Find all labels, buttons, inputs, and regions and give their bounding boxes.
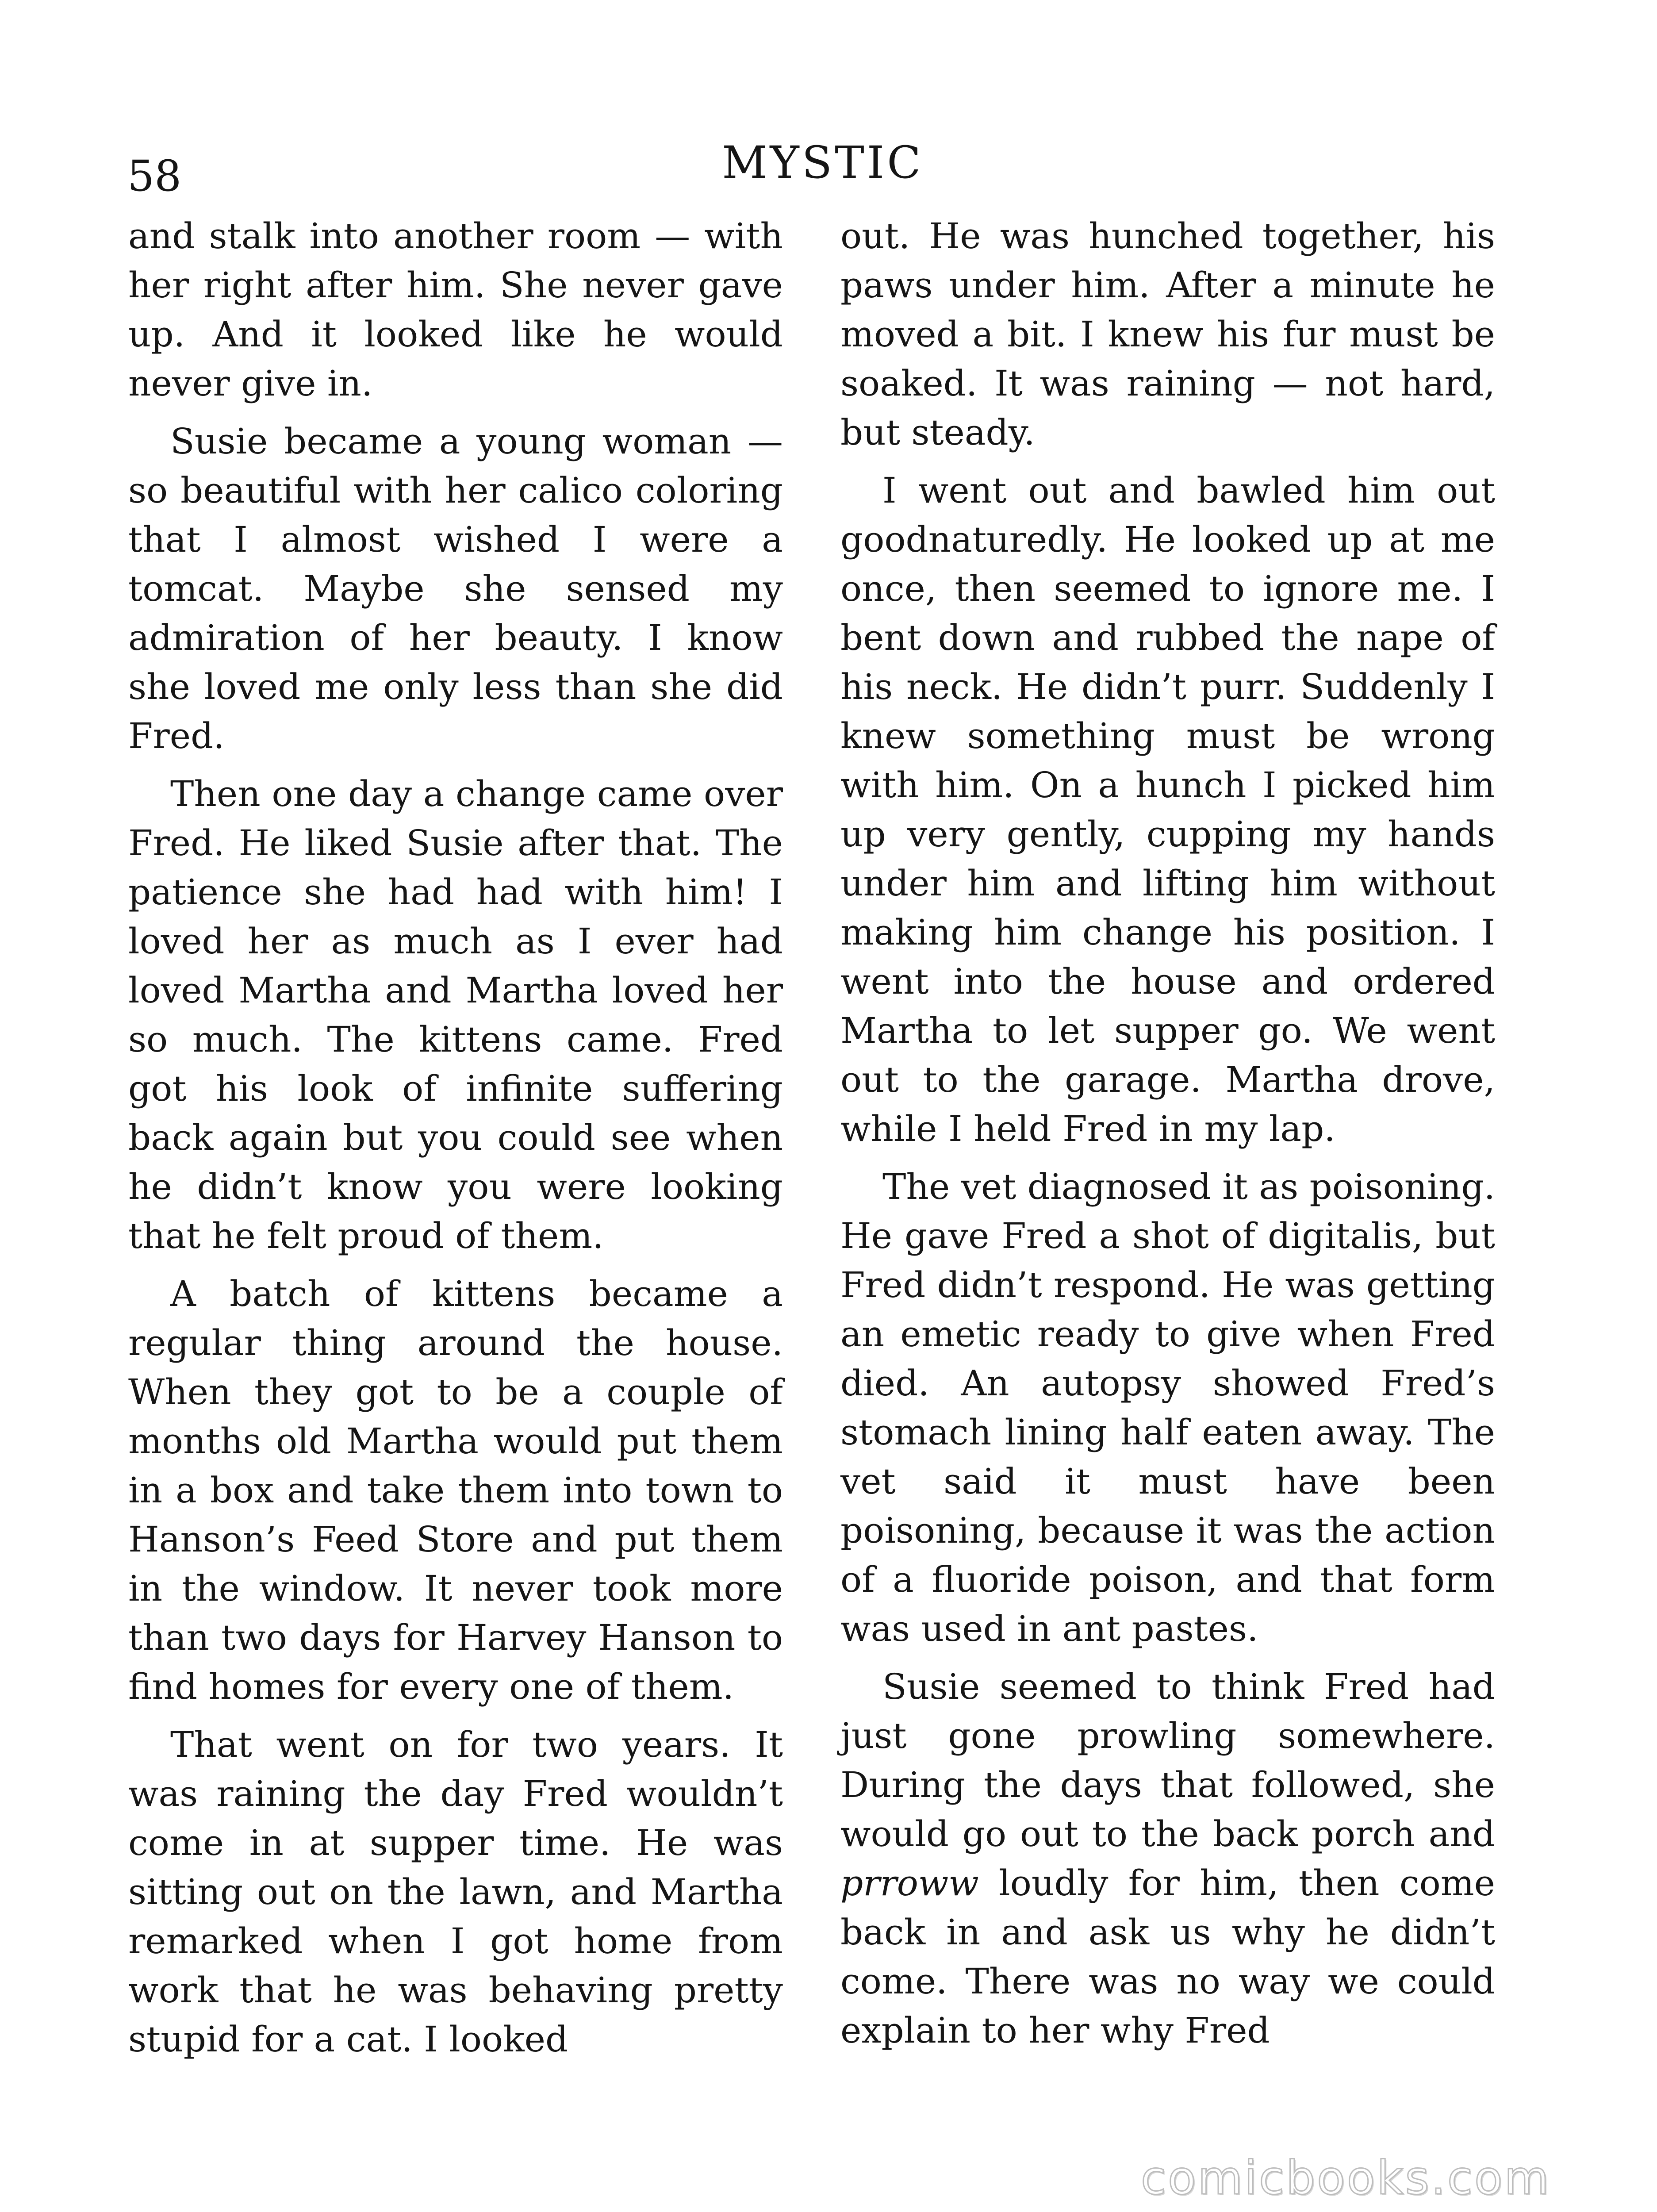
page-number: 58 <box>127 151 182 201</box>
paragraph: and stalk into another room — with her right after him. She never gave up. And it looked like he would never give in. <box>128 215 783 404</box>
paragraph <box>840 1662 1495 2055</box>
right-column <box>840 211 1495 2064</box>
watermark: comicbooks.com <box>1140 2151 1551 2205</box>
paragraph: I went out and bawled him out goodnaturedly. He looked up at me once, then seemed to ignore me. I bent down and rubbed the nape of his neck. He didn’t purr. Suddenly I knew something must be wrong with him. On a hunch I picked him up very gently, cupping my hands under him and lifting him without making him change his position. I went into the house and ordered Martha to let supper go. We went out to the garage. Martha drove, while I held Fred in my lap. <box>840 470 1495 1149</box>
paragraph: out. He was hunched together, his paws under him. After a minute he moved a bit. I knew his fur must be soaked. It was raining — not hard, but steady. <box>840 215 1495 453</box>
left-column <box>128 211 783 2073</box>
paragraph-text: Susie seemed to think Fred had just gone prowling somewhere. During the days that followed, she would go out to the back porch and <box>840 1666 1495 1855</box>
paragraph: Then one day a change came over Fred. He liked Susie after that. The patience she had had with him! I loved her as much as I ever had loved Martha and Martha loved her so much. The kittens came. Fred got his look of infinite suffering back again but you could see when he didn’t know you were looking that he felt proud of them. <box>128 773 783 1256</box>
paragraph: That went on for two years. It was raining the day Fred wouldn’t come in at supper time. He was sitting out on the lawn, and Martha remarked when I got home from work that he was behaving pretty stupid for a cat. I looked <box>128 1724 783 2060</box>
paragraph-text: loudly for him, then come back in and ask us why he didn’t come. There was no way we could explain to her why Fred <box>840 1863 1495 2051</box>
paragraph: The vet diagnosed it as poisoning. He gave Fred a shot of digitalis, but Fred didn’t respond. He was getting an emetic ready to give when Fred died. An autopsy showed Fred’s stomach lining half eaten away. The vet said it must have been poisoning, because it was the action of a fluoride poison, and that form was used in ant pastes. <box>840 1166 1495 1649</box>
running-head: MYSTIC <box>722 137 924 188</box>
paragraph: Susie became a young woman — so beautiful with her calico coloring that I almost wished I were a tomcat. Maybe she sensed my admiration of her beauty. I know she loved me only less than she did Fred. <box>128 421 783 757</box>
paragraph: A batch of kittens became a regular thing around the house. When they got to be a couple of months old Martha would put them in a box and take them into town to Hanson’s Feed Store and put them in the window. It never took more than two days for Harvey Hanson to find homes for every one of them. <box>128 1273 783 1707</box>
italic-word: prroww <box>840 1863 979 1904</box>
